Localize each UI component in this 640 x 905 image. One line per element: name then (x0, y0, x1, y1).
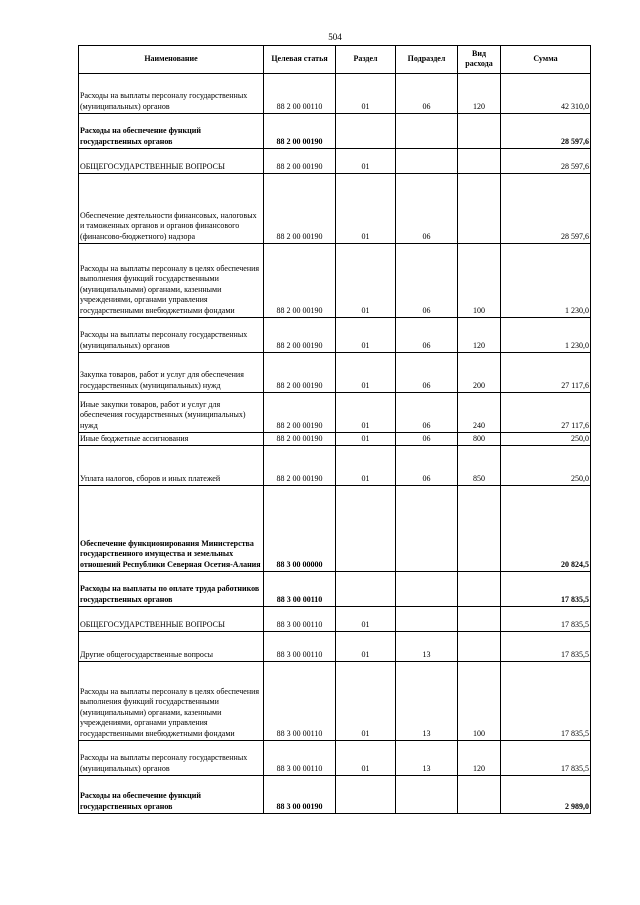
row-name: Расходы на обеспечение функций государственных органов (79, 776, 264, 814)
table-body (79, 74, 591, 814)
row-section (336, 486, 396, 572)
row-section: 01 (336, 174, 396, 244)
row-amount: 27 117,6 (501, 353, 591, 393)
row-type: 120 (458, 74, 501, 114)
row-subsection: 06 (396, 353, 458, 393)
row-target: 88 3 00 00110 (264, 741, 336, 776)
row-target: 88 2 00 00190 (264, 244, 336, 318)
row-amount: 1 230,0 (501, 244, 591, 318)
row-name: Уплата налогов, сборов и иных платежей (79, 446, 264, 486)
row-subsection: 06 (396, 446, 458, 486)
row-subsection: 06 (396, 244, 458, 318)
row-type (458, 174, 501, 244)
row-subsection (396, 776, 458, 814)
row-subsection (396, 572, 458, 607)
budget-table (78, 45, 591, 814)
row-subsection: 06 (396, 74, 458, 114)
row-amount: 1 230,0 (501, 318, 591, 353)
row-section: 01 (336, 353, 396, 393)
row-amount: 17 835,5 (501, 632, 591, 662)
table-row (79, 776, 591, 814)
row-name: ОБЩЕГОСУДАРСТВЕННЫЕ ВОПРОСЫ (79, 607, 264, 632)
row-type (458, 776, 501, 814)
row-section: 01 (336, 662, 396, 741)
row-section: 01 (336, 632, 396, 662)
row-target: 88 2 00 00190 (264, 446, 336, 486)
row-section: 01 (336, 149, 396, 174)
row-subsection: 06 (396, 393, 458, 433)
table-row (79, 662, 591, 741)
row-amount: 250,0 (501, 433, 591, 446)
row-type (458, 486, 501, 572)
row-section: 01 (336, 74, 396, 114)
row-name: Расходы на выплаты персоналу государственных (муниципальных) органов (79, 741, 264, 776)
table-row (79, 446, 591, 486)
row-target: 88 3 00 00110 (264, 662, 336, 741)
row-target: 88 2 00 00190 (264, 174, 336, 244)
row-target: 88 2 00 00110 (264, 74, 336, 114)
row-name: Расходы на выплаты персоналу в целях обеспечения выполнения функций государственными (муниципальными) органами, казенными учреждениями, органами управления государственными внебюджетными фондами (79, 662, 264, 741)
row-amount: 2 989,0 (501, 776, 591, 814)
row-type: 100 (458, 662, 501, 741)
row-type (458, 149, 501, 174)
row-target: 88 2 00 00190 (264, 393, 336, 433)
row-subsection: 13 (396, 662, 458, 741)
row-section: 01 (336, 741, 396, 776)
header-section: Раздел (336, 46, 396, 74)
row-type: 120 (458, 741, 501, 776)
row-name: Расходы на выплаты по оплате труда работников государственных органов (79, 572, 264, 607)
row-name: Иные закупки товаров, работ и услуг для обеспечения государственных (муниципальных) нужд (79, 393, 264, 433)
row-amount: 27 117,6 (501, 393, 591, 433)
table-row (79, 174, 591, 244)
header-target: Целевая статья (264, 46, 336, 74)
row-subsection (396, 607, 458, 632)
row-section: 01 (336, 446, 396, 486)
row-type: 800 (458, 433, 501, 446)
table-row (79, 741, 591, 776)
row-section (336, 114, 396, 149)
row-section: 01 (336, 244, 396, 318)
header-amount: Сумма (501, 46, 591, 74)
row-type: 240 (458, 393, 501, 433)
row-target: 88 2 00 00190 (264, 114, 336, 149)
row-target: 88 3 00 00110 (264, 632, 336, 662)
row-section: 01 (336, 318, 396, 353)
row-amount: 20 824,5 (501, 486, 591, 572)
row-subsection: 06 (396, 433, 458, 446)
row-target: 88 2 00 00190 (264, 353, 336, 393)
page-number: 504 (328, 32, 342, 42)
row-amount: 17 835,5 (501, 572, 591, 607)
row-type (458, 607, 501, 632)
row-subsection: 06 (396, 174, 458, 244)
row-section: 01 (336, 607, 396, 632)
row-target: 88 2 00 00190 (264, 433, 336, 446)
row-amount: 17 835,5 (501, 741, 591, 776)
table-row (79, 632, 591, 662)
table-row (79, 433, 591, 446)
row-section (336, 776, 396, 814)
row-subsection: 13 (396, 741, 458, 776)
row-target: 88 3 00 00110 (264, 607, 336, 632)
row-name: Расходы на обеспечение функций государственных органов (79, 114, 264, 149)
row-subsection (396, 149, 458, 174)
row-name: Иные бюджетные ассигнования (79, 433, 264, 446)
row-name: Обеспечение функционирования Министерства государственного имущества и земельных отношений Республики Северная Осетия-Алания (79, 486, 264, 572)
row-amount: 250,0 (501, 446, 591, 486)
row-name: ОБЩЕГОСУДАРСТВЕННЫЕ ВОПРОСЫ (79, 149, 264, 174)
table-row (79, 149, 591, 174)
row-amount: 28 597,6 (501, 174, 591, 244)
header-subsection: Подраздел (396, 46, 458, 74)
row-type (458, 572, 501, 607)
row-type (458, 114, 501, 149)
table-row (79, 572, 591, 607)
row-name: Другие общегосударственные вопросы (79, 632, 264, 662)
row-subsection: 06 (396, 318, 458, 353)
row-subsection: 13 (396, 632, 458, 662)
row-type: 100 (458, 244, 501, 318)
table-row (79, 393, 591, 433)
row-amount: 17 835,5 (501, 662, 591, 741)
row-subsection (396, 486, 458, 572)
row-name: Расходы на выплаты персоналу государственных (муниципальных) органов (79, 74, 264, 114)
table-row (79, 114, 591, 149)
row-section: 01 (336, 433, 396, 446)
row-amount: 28 597,6 (501, 149, 591, 174)
table-row (79, 74, 591, 114)
table-row (79, 607, 591, 632)
row-subsection (396, 114, 458, 149)
row-section: 01 (336, 393, 396, 433)
row-section (336, 572, 396, 607)
table-header-row (79, 46, 591, 74)
row-target: 88 2 00 00190 (264, 149, 336, 174)
row-name: Расходы на выплаты персоналу в целях обеспечения выполнения функций государственными (муниципальными) органами, казенными учреждениями, органами управления государственными внебюджетными фондами (79, 244, 264, 318)
row-name: Закупка товаров, работ и услуг для обеспечения государственных (муниципальных) нужд (79, 353, 264, 393)
row-type: 200 (458, 353, 501, 393)
row-target: 88 3 00 00110 (264, 572, 336, 607)
row-amount: 17 835,5 (501, 607, 591, 632)
table-row (79, 353, 591, 393)
row-target: 88 2 00 00190 (264, 318, 336, 353)
row-type: 850 (458, 446, 501, 486)
header-expense-type: Вид расхода (458, 46, 501, 74)
header-name: Наименование (79, 46, 264, 74)
row-name: Обеспечение деятельности финансовых, налоговых и таможенных органов и органов финансового (финансово-бюджетного) надзора (79, 174, 264, 244)
row-type: 120 (458, 318, 501, 353)
row-amount: 42 310,0 (501, 74, 591, 114)
row-target: 88 3 00 00190 (264, 776, 336, 814)
table-row (79, 244, 591, 318)
row-name: Расходы на выплаты персоналу государственных (муниципальных) органов (79, 318, 264, 353)
table-row (79, 486, 591, 572)
row-type (458, 632, 501, 662)
table-row (79, 318, 591, 353)
row-amount: 28 597,6 (501, 114, 591, 149)
row-target: 88 3 00 00000 (264, 486, 336, 572)
